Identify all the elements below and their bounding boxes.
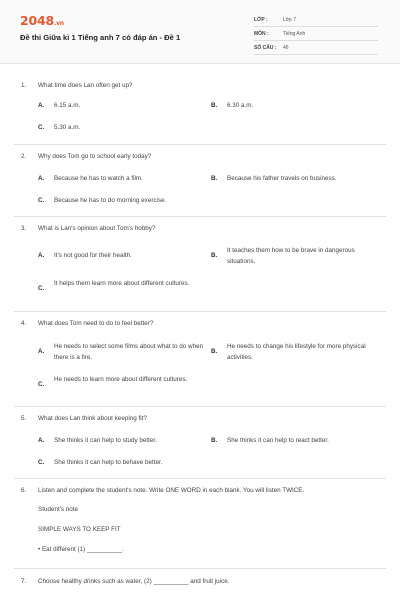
meta-subject-value: Tiếng Anh (283, 31, 306, 37)
option-letter: B. (211, 348, 218, 355)
option-text: He needs to learn more about different cultures. (54, 376, 188, 383)
question-text: What time does Lan often get up? (38, 82, 133, 89)
option-letter: B. (211, 252, 218, 259)
option-text: 6.30 a.m. (227, 102, 254, 109)
option-letter: C. (38, 197, 45, 204)
option-text: It teaches them how to be brave in dangerous situations. (227, 247, 355, 265)
question-text: Why does Tom go to school early today? (38, 153, 152, 160)
meta-subject-row (254, 28, 378, 41)
question-text: What is Lan's opinion about Tom's hobby? (38, 225, 156, 232)
option-text: It's not good for their health. (54, 252, 132, 259)
option-letter: C. (38, 381, 45, 388)
meta-class-row (254, 14, 378, 27)
divider (14, 311, 386, 312)
divider (14, 144, 386, 145)
meta-class-label: LỚP : (254, 17, 268, 23)
option-text: Because he has to do morning exercise. (54, 197, 167, 204)
exam-title: Đề thi Giữa kì 1 Tiếng anh 7 có đáp án - Đề 1 (20, 33, 181, 42)
option-text: Because he has to watch a film. (54, 175, 143, 182)
option-text: It helps them learn more about different cultures. (54, 280, 190, 287)
divider (14, 406, 386, 407)
question-number: 4. (21, 320, 27, 327)
option-text: 5.30 a.m. (54, 124, 81, 131)
meta-class-value: Lớp 7 (283, 17, 297, 23)
note-blank-line: • Eat different (1) __________. (38, 546, 124, 553)
divider (14, 216, 386, 217)
option-letter: C. (38, 459, 45, 466)
meta-count-label: SỐ CÂU : (254, 45, 277, 51)
option-letter: B. (211, 175, 218, 182)
question-text: What does Tom need to do to feel better? (38, 320, 154, 327)
meta-count-row (254, 42, 378, 55)
divider (14, 568, 386, 569)
option-text: She thinks it can help to react better. (227, 437, 329, 444)
meta-subject-label: MÔN : (254, 31, 269, 37)
option-letter: A. (38, 348, 45, 355)
question-number: 7. (21, 578, 27, 585)
option-letter: B. (211, 437, 218, 444)
option-text: He needs to change his lifestyle for more physical activities. (227, 343, 366, 361)
option-text: He needs to select some films about what to do when there is a fire. (54, 343, 204, 361)
option-letter: A. (38, 437, 45, 444)
question-number: 2. (21, 153, 27, 160)
option-text: She thinks it can help to behave better. (54, 459, 163, 466)
option-letter: B. (211, 102, 218, 109)
page-header (0, 0, 400, 64)
option-letter: C. (38, 285, 45, 292)
question-text: Listen and complete the student's note. Write ONE WORD in each blank. You will listen TWICE. (38, 487, 305, 494)
meta-count-value: 46 (283, 45, 289, 51)
question-number: 6. (21, 487, 27, 494)
question-number: 3. (21, 225, 27, 232)
option-text: She thinks it can help to study better. (54, 437, 157, 444)
question-number: 5. (21, 415, 27, 422)
option-letter: A. (38, 102, 45, 109)
question-text: What does Lan think about keeping fit? (38, 415, 147, 422)
question-number: 1. (21, 82, 27, 89)
note-heading: Student's note (38, 506, 79, 513)
option-letter: C. (38, 124, 45, 131)
option-letter: A. (38, 175, 45, 182)
note-subheading: SIMPLE WAYS TO KEEP FIT (38, 526, 121, 533)
divider (14, 478, 386, 479)
site-logo[interactable]: 2048.vn (20, 13, 64, 28)
option-text: Because his father travels on business. (227, 175, 337, 182)
option-letter: A. (38, 252, 45, 259)
question-text: Choose healthy drinks such as water, (2) __________ and fruit juice. (38, 578, 230, 585)
option-text: 6.15 a.m. (54, 102, 81, 109)
